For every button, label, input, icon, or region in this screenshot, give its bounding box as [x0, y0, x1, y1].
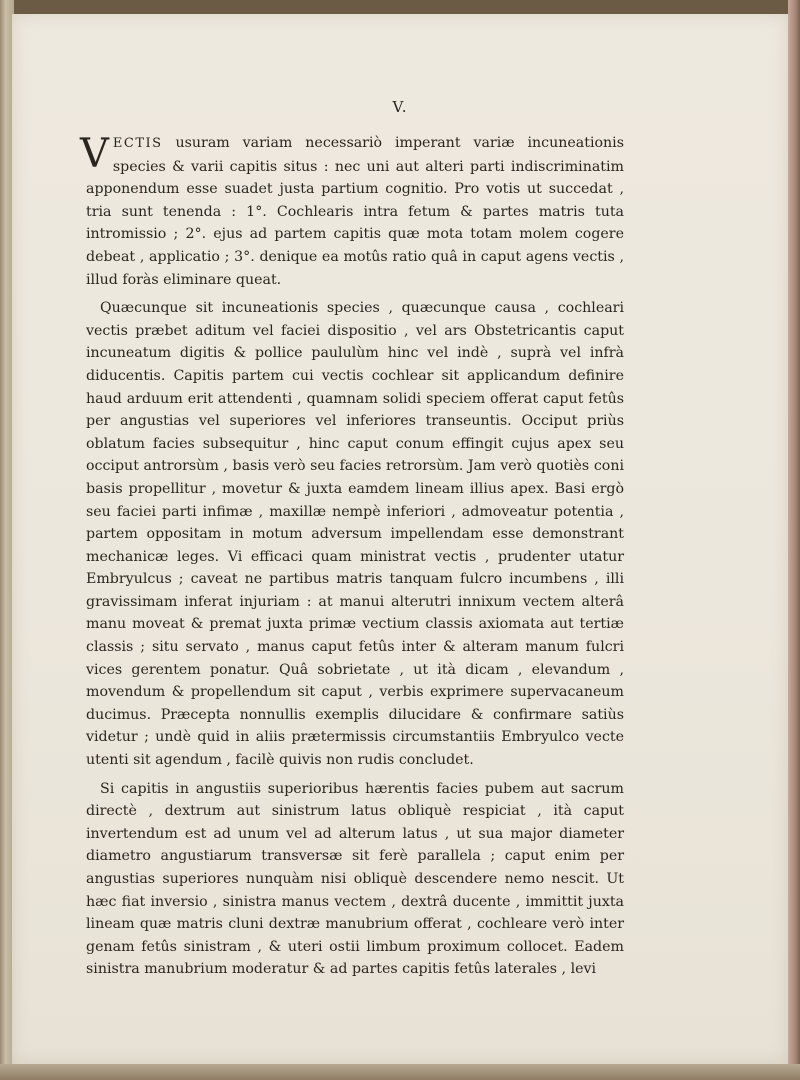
page-right-edge	[788, 0, 800, 1080]
paragraph	[80, 131, 624, 291]
book-page	[12, 14, 788, 1064]
page-bottom-edge	[0, 1064, 800, 1080]
paragraph-text: Si capitis in angustiis superioribus hærentis facies pubem aut sacrum directè , dextrum aut sinistrum latus obliquè respiciat , ità caput invertendum est ad unum vel ad alterum latus , ut sua major diameter diametro angustiarum transversæ sit ferè parallela ; caput enim per angustias superiores nunquàm nisi obliquè descendere nemo nescit. Ut hæc fiat inversio , sinistra manus vectem , dextrâ ducente , immittit juxta lineam quæ matris cluni dextræ manubrium offerat , cochleare verò inter genam fetûs sinistram , & uteri ostii limbum proximum collocet. Eadem sinistra manubrium moderatur & ad partes capitis fetûs laterales , levi	[86, 780, 624, 978]
page-number: V.	[392, 98, 408, 116]
drop-cap: V	[80, 131, 109, 177]
paragraph-text: Quæcunque sit incuneationis species , quæcunque causa , cochleari vectis præbet aditum vel faciei dispositio , vel ars Obstetricantis caput incuneatum digitis & pollice paululùm hinc vel indè , suprà vel infrà diducentis. Capitis partem cui vectis cochlear sit applicandum definire haud arduum erit attendenti , quamnam solidi speciem offerat caput fetûs per angustias vel superiores vel inferiores transeuntis. Occiput priùs oblatum facies subsequitur , hinc caput conum effingit cujus apex seu occiput antrorsùm , basis verò seu facies retrorsùm. Jam verò quotiès coni basis propellitur , movetur & juxta eamdem lineam illius apex. Basi ergò seu faciei parti infimæ , maxillæ nempè inferiori , admoveatur potentia , partem oppositam in motum adversum impellendam esse demonstrant mechanicæ leges. Vi efficaci quam ministrat vectis , prudenter utatur Embryulcus ; caveat ne partibus matris tanquam fulcro incumbens , illi gravissimam inferat injuriam : at manui alterutri innixum vectem alterâ manu moveat & premat juxta primæ vectium classis axiomata aut tertiæ classis ; situ servato , manus caput fetûs inter & alteram manum fulcri vices gerentem ponatur. Quâ sobrietate , ut ità dicam , elevandum , movendum & propellendum sit caput , verbis exprimere supervacaneum ducimus. Præcepta nonnullis exemplis dilucidare & confirmare satiùs videtur ; undè quid in aliis prætermissis circumstantiis Embryulco vecte utenti sit agendum , facilè quivis non rudis concludet.	[86, 300, 624, 769]
paragraph	[86, 778, 624, 981]
paragraph-text: usuram variam necessariò imperant variæ incuneationis species & varii capitis situs : nec uni aut alteri parti indiscriminatim apponendum esse suadet justa partium cognitio. Pro votis ut succedat , tria sunt tenenda : 1°. Cochlearis intra fetum & partes matris tuta intromissio ; 2°. ejus ad partem capitis quæ mota totam molem cogere debeat , applicatio ; 3°. denique ea motûs ratio quâ in caput agens vectis , illud foràs eliminare queat.	[86, 135, 624, 288]
body-text	[80, 131, 624, 981]
opening-word: ECTIS	[112, 136, 163, 151]
paragraph	[86, 297, 624, 771]
